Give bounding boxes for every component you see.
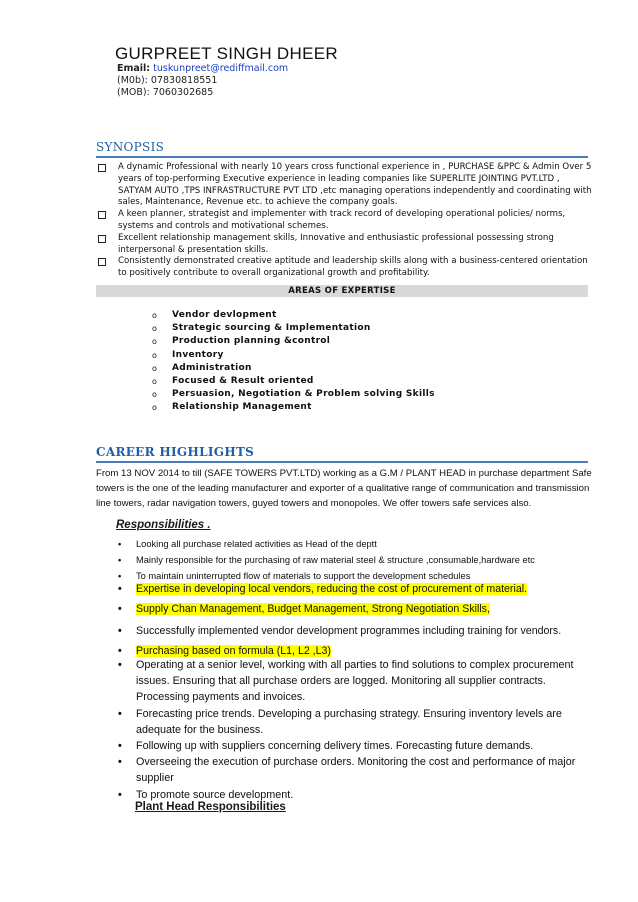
synopsis-heading: SYNOPSIS xyxy=(96,140,165,154)
bullet-icon: • xyxy=(118,659,122,671)
bullet-icon: • xyxy=(118,602,122,615)
circle-bullet-icon: o xyxy=(152,311,158,320)
email-link[interactable]: tuskunpreet@rediffmail.com xyxy=(153,63,289,74)
circle-bullet-icon: o xyxy=(152,337,158,347)
bullet-icon: • xyxy=(118,625,122,637)
expertise-item: o Administration xyxy=(152,362,435,375)
synopsis-item: A dynamic Professional with nearly 10 years cross functional experience in , PURCHASE &PPC & Admin Over 5 years of top-performing Executive experience in leading companies like SUPERLITE JOINTING PVT.LTD , SATYAM AUTO ,TPS INFRASTRUCTURE PVT LTD ,etc managing operations independently and coordinating with sales, Maintenance, Revenue etc. to achieve the company goals. xyxy=(96,162,592,209)
responsibility-item: • To maintain uninterrupted flow of materials to support the development schedules xyxy=(116,568,592,584)
expertise-item: o Inventory xyxy=(152,349,435,362)
circle-bullet-icon: o xyxy=(152,324,158,334)
expertise-list xyxy=(152,309,435,415)
circle-bullet-icon: o xyxy=(152,390,158,400)
bullet-icon: • xyxy=(118,583,122,595)
bullet-icon: • xyxy=(118,539,122,549)
expertise-item: o Focused & Result oriented xyxy=(152,375,435,388)
synopsis-list xyxy=(96,162,592,280)
expertise-item: o Vendor devlopment xyxy=(152,309,435,322)
career-heading: CAREER HIGHLIGHTS xyxy=(96,445,255,459)
responsibilities-small-list xyxy=(116,536,592,584)
expertise-item: o Persuasion, Negotiation & Problem solving Skills xyxy=(152,388,435,401)
bullet-icon: • xyxy=(118,788,122,801)
responsibilities-extra-list xyxy=(116,622,592,661)
checkbox-bullet-icon xyxy=(98,258,106,266)
responsibility-item: • Expertise in developing local vendors, reducing the cost of procurement of material. xyxy=(116,580,592,600)
responsibilities-heading: Responsibilities . xyxy=(116,519,211,531)
bullet-icon: • xyxy=(118,644,122,657)
bullet-icon: • xyxy=(118,555,122,565)
responsibility-item: • Overseeing the execution of purchase orders. Monitoring the cost and performance of major supplier xyxy=(118,756,576,785)
expertise-item: o Relationship Management xyxy=(152,401,435,414)
synopsis-item: Excellent relationship management skills, Innovative and enthusiastic professional possessing strong interpersonal & presentation skills. xyxy=(96,233,592,257)
synopsis-rule xyxy=(96,156,588,158)
expertise-item: o Strategic sourcing & Implementation xyxy=(152,322,435,335)
responsibility-item: • Operating at a senior level, working with all parties to find solutions to complex procurement issues. Ensuring that all purchase orders are logged. Monitoring all supplier contracts. Processing payments and invoices. xyxy=(118,659,574,704)
email-line xyxy=(117,63,288,74)
circle-bullet-icon: o xyxy=(152,350,158,360)
responsibility-item: • Purchasing based on formula (L1, L2 ,L3) xyxy=(116,642,592,662)
checkbox-bullet-icon xyxy=(98,211,106,219)
responsibility-item: • To promote source development. xyxy=(116,787,592,803)
plant-head-heading: Plant Head Responsibilities xyxy=(135,801,286,813)
checkbox-bullet-icon xyxy=(98,164,106,172)
bullet-icon: • xyxy=(118,756,122,769)
synopsis-item: Consistently demonstrated creative aptitude and leadership skills along with a business-centered orientation to positively contribute to overall organizational growth and profitability. xyxy=(96,256,592,280)
candidate-name: GURPREET SINGH DHEER xyxy=(115,44,338,63)
synopsis-item: A keen planner, strategist and implementer with track record of developing operational policies/ norms, systems and controls and motivational schemes. xyxy=(96,209,592,233)
responsibilities-large-list xyxy=(116,657,592,803)
career-summary: From 13 NOV 2014 to till (SAFE TOWERS PVT.LTD) working as a G.M / PLANT HEAD in purchase department Safe towers is the one of the leading manufacturer and exporter of a qualitative range of communication and transmission line towers, radar navigation towers, guyed towers and monopoles. We offer towers safe services also. xyxy=(96,468,592,510)
responsibilities-highlight-list xyxy=(116,580,592,619)
expertise-item: o Production planning &control xyxy=(152,335,435,348)
responsibility-item: • Successfully implemented vendor development programmes including training for vendors. xyxy=(116,622,592,642)
bullet-icon: • xyxy=(118,707,122,720)
circle-bullet-icon: o xyxy=(152,363,158,373)
checkbox-bullet-icon xyxy=(98,235,106,243)
phone-2: (MOB): 7060302685 xyxy=(117,87,214,98)
responsibility-item: • Looking all purchase related activities as Head of the deptt xyxy=(116,536,592,552)
responsibility-item: • Following up with suppliers concerning delivery times. Forecasting future demands. xyxy=(116,738,592,754)
responsibility-item: • Mainly responsible for the purchasing of raw material steel & structure ,consumable,hardware etc xyxy=(116,552,592,568)
phone-1: (M0b): 07830818551 xyxy=(117,75,218,86)
bullet-icon: • xyxy=(118,740,122,753)
bullet-icon: • xyxy=(118,571,122,581)
responsibility-item: • Forecasting price trends. Developing a purchasing strategy. Ensuring inventory levels are adequate for the business. xyxy=(118,707,562,736)
expertise-heading: AREAS OF EXPERTISE xyxy=(96,285,588,297)
responsibility-item: • Supply Chan Management, Budget Management, Strong Negotiation Skills, xyxy=(116,600,592,620)
career-rule xyxy=(96,461,588,463)
circle-bullet-icon: o xyxy=(152,403,158,413)
email-label: Email: xyxy=(117,63,151,74)
circle-bullet-icon: o xyxy=(152,376,158,386)
